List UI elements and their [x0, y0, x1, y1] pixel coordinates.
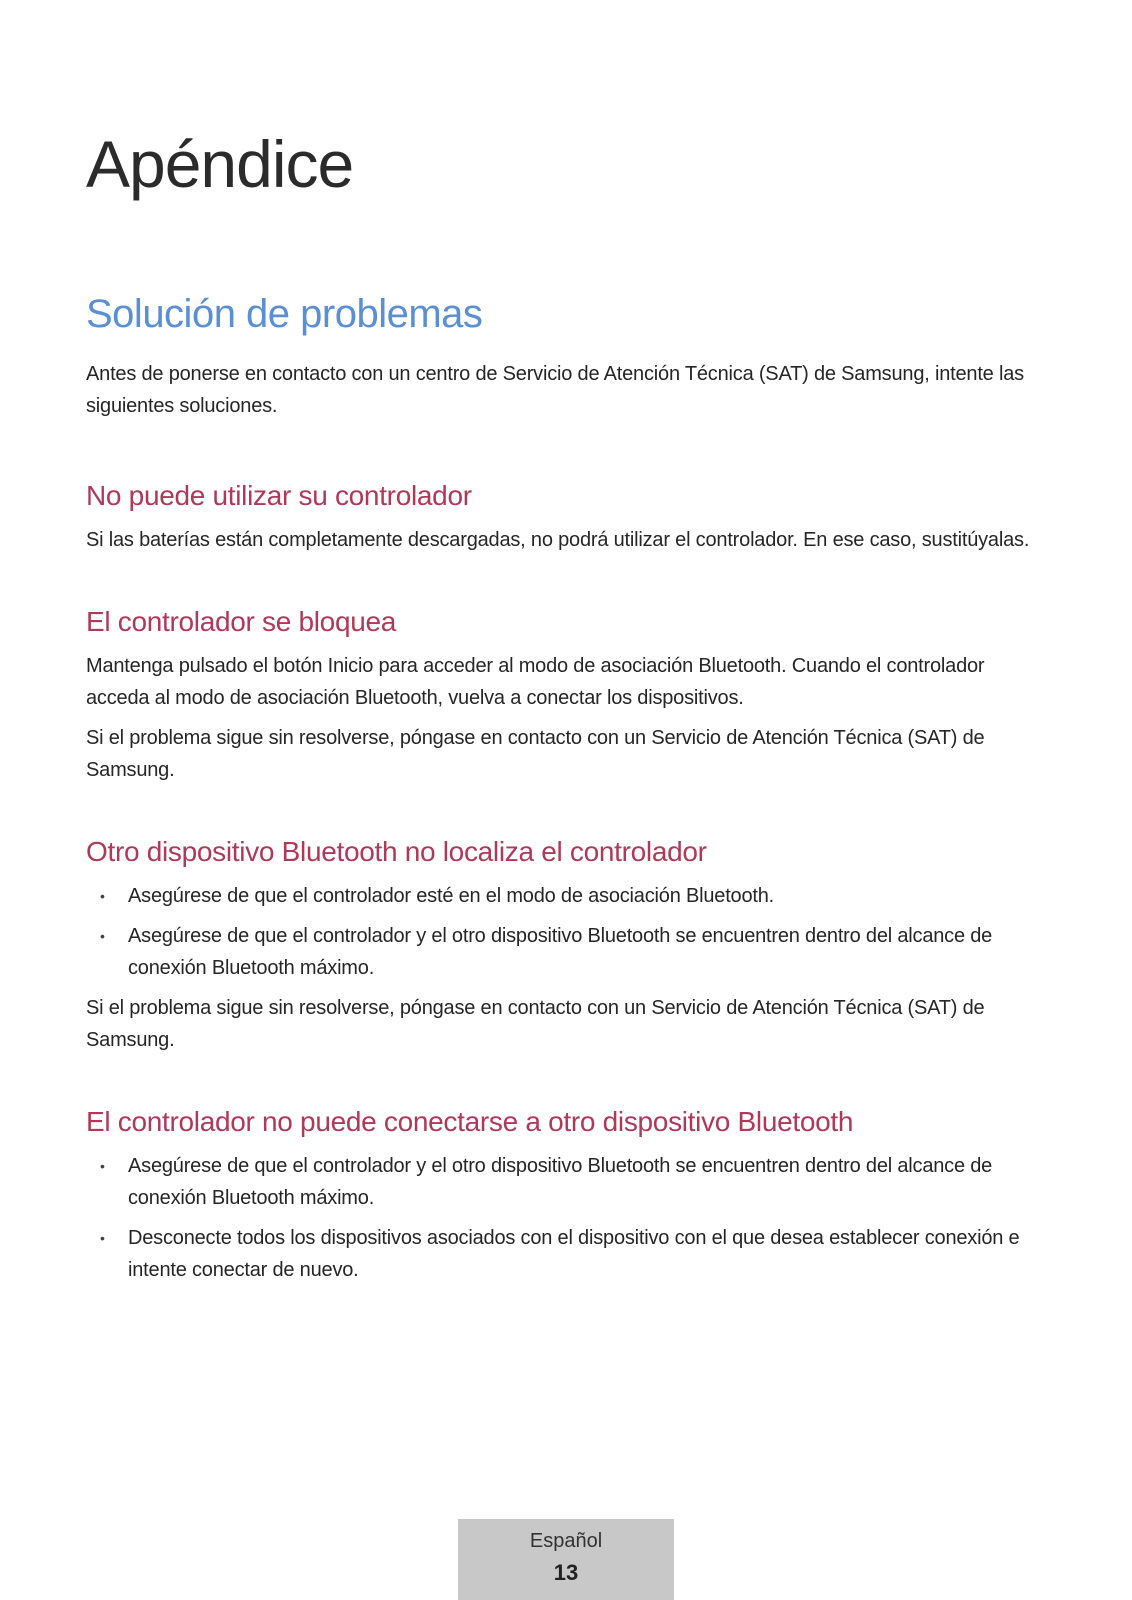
subsection-title: El controlador se bloquea: [86, 606, 397, 637]
subsection-cannot-use: [86, 478, 1046, 556]
subsection-title: No puede utilizar su controlador: [86, 480, 472, 511]
list-item-text: Desconecte todos los dispositivos asociados con el dispositivo con el que desea establecer conexión e intente conectar de nuevo.: [128, 1227, 1020, 1281]
page-footer: [458, 1519, 674, 1600]
subsection-title: El controlador no puede conectarse a otro dispositivo Bluetooth: [86, 1106, 854, 1137]
bullet-list: [86, 880, 1046, 984]
list-item-text: Asegúrese de que el controlador y el otro dispositivo Bluetooth se encuentren dentro del alcance de conexión Bluetooth máximo.: [128, 925, 993, 979]
subsection-title: Otro dispositivo Bluetooth no localiza el controlador: [86, 836, 707, 867]
subsection-paragraph: Si el problema sigue sin resolverse, póngase en contacto con un Servicio de Atención Técnica (SAT) de Samsung.: [86, 727, 985, 781]
section-title: Solución de problemas: [86, 292, 483, 336]
bullet-list: [86, 1150, 1046, 1286]
bullet-icon: •: [100, 1230, 105, 1246]
footer-language: Español: [529, 1530, 603, 1552]
page-number: 13: [553, 1560, 579, 1585]
list-item: [86, 1222, 1046, 1286]
chapter-title: Apéndice: [86, 127, 354, 201]
list-item: [86, 1150, 1046, 1214]
list-item: [86, 880, 1046, 912]
subsection-controller-locked: [86, 604, 1046, 786]
list-item-text: Asegúrese de que el controlador y el otro dispositivo Bluetooth se encuentren dentro del alcance de conexión Bluetooth máximo.: [128, 1155, 993, 1209]
list-item: [86, 920, 1046, 984]
subsection-cannot-connect: [86, 1104, 1046, 1286]
subsection-closing: Si el problema sigue sin resolverse, póngase en contacto con un Servicio de Atención Técnica (SAT) de Samsung.: [86, 997, 985, 1051]
list-item-text: Asegúrese de que el controlador esté en el modo de asociación Bluetooth.: [128, 885, 775, 907]
bullet-icon: •: [100, 888, 105, 904]
bullet-icon: •: [100, 928, 105, 944]
section-content: [86, 358, 1046, 1334]
subsection-paragraph: Si las baterías están completamente descargadas, no podrá utilizar el controlador. En ese caso, sustitúyalas.: [86, 529, 1030, 551]
section-intro: Antes de ponerse en contacto con un centro de Servicio de Atención Técnica (SAT) de Samsung, intente las siguientes soluciones.: [86, 363, 1024, 417]
subsection-paragraph: Mantenga pulsado el botón Inicio para acceder al modo de asociación Bluetooth. Cuando el controlador acceda al modo de asociación Bluetooth, vuelva a conectar los dispositivos.: [86, 655, 985, 709]
bullet-icon: •: [100, 1158, 105, 1174]
subsection-not-found: [86, 834, 1046, 1056]
